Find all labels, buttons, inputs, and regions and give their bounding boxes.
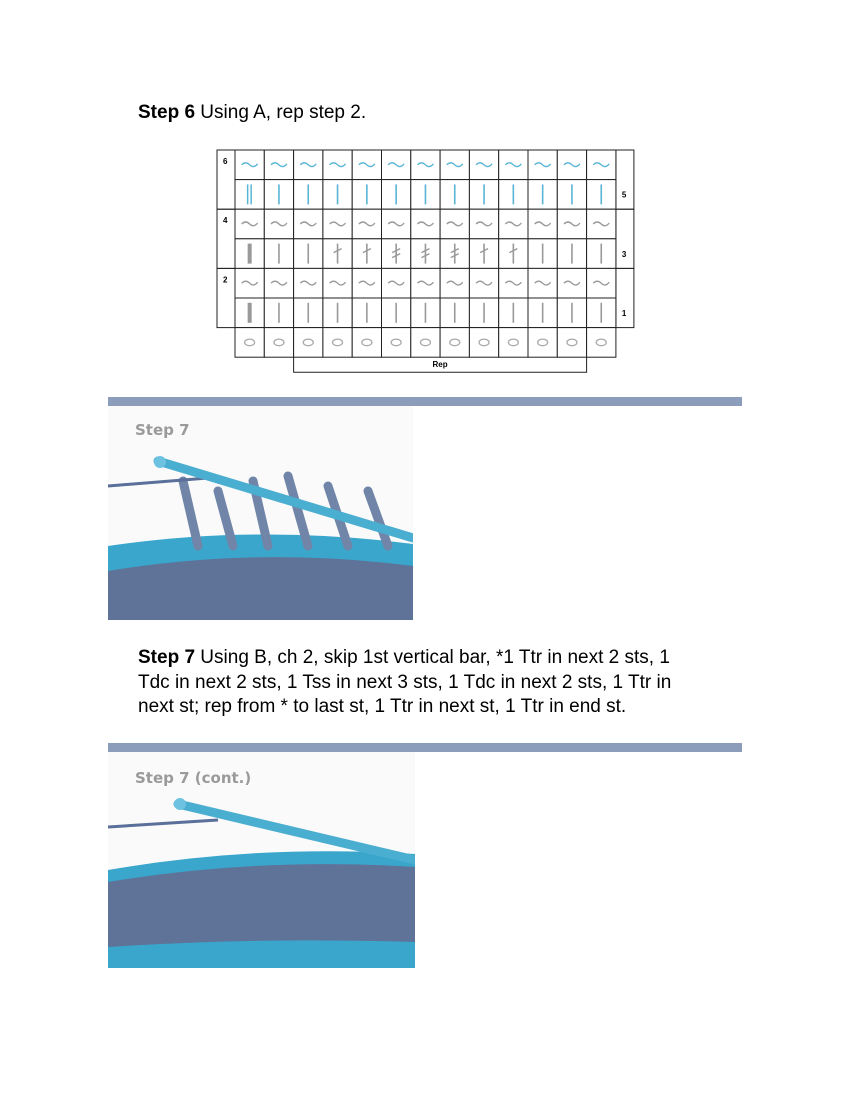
chart-cell — [382, 328, 411, 358]
thick-bar-symbol — [248, 244, 252, 264]
chart-cell — [352, 328, 381, 358]
step-6-paragraph — [138, 101, 366, 126]
chart-cell — [528, 328, 557, 358]
photo-caption: Step 7 — [135, 421, 190, 439]
row-label-box — [616, 150, 634, 209]
chart-cell — [235, 328, 264, 358]
row-number-right: 5 — [621, 190, 627, 200]
step-6-label: Step 6 — [138, 102, 196, 123]
section-divider — [108, 743, 742, 752]
step-7-paragraph — [138, 646, 671, 720]
chart-cell — [499, 328, 528, 358]
chart-cell — [264, 328, 293, 358]
chart-cell — [235, 180, 264, 210]
step-7-line: Using B, ch 2, skip 1st vertical bar, *1 Ttr in next 2 sts, 1 — [195, 647, 670, 668]
row-label-box — [616, 268, 634, 327]
step-7-line: Tdc in next 2 sts, 1 Tss in next 3 sts, 1 Tdc in next 2 sts, 1 Ttr in — [138, 671, 672, 693]
stitch-chart — [210, 145, 640, 380]
row-number-left: 2 — [223, 275, 228, 285]
step-6-text: Using A, rep step 2. — [195, 102, 367, 123]
row-number-right: 3 — [621, 249, 627, 259]
chart-cell — [323, 328, 352, 358]
chart-cell — [294, 328, 323, 358]
step-7-label: Step 7 — [138, 647, 196, 668]
row-number-left: 6 — [223, 157, 228, 166]
step-7-photo — [108, 406, 413, 620]
section-divider — [108, 397, 742, 406]
step-7-line: next st; rep from * to last st, 1 Ttr in next st, 1 Ttr in end st. — [138, 696, 627, 717]
step-7-cont-photo — [108, 752, 415, 968]
chart-cell — [587, 328, 616, 358]
row-label-box — [616, 209, 634, 268]
chart-cell — [557, 328, 586, 358]
row-number-left: 4 — [223, 216, 228, 226]
chart-cell — [469, 328, 498, 358]
chart-cell — [411, 328, 440, 358]
thick-bar-symbol — [248, 303, 252, 323]
photo-caption: Step 7 (cont.) — [135, 769, 252, 787]
row-number-right: 1 — [621, 309, 627, 318]
chart-cell — [440, 328, 469, 358]
rep-label: Rep — [432, 360, 448, 370]
